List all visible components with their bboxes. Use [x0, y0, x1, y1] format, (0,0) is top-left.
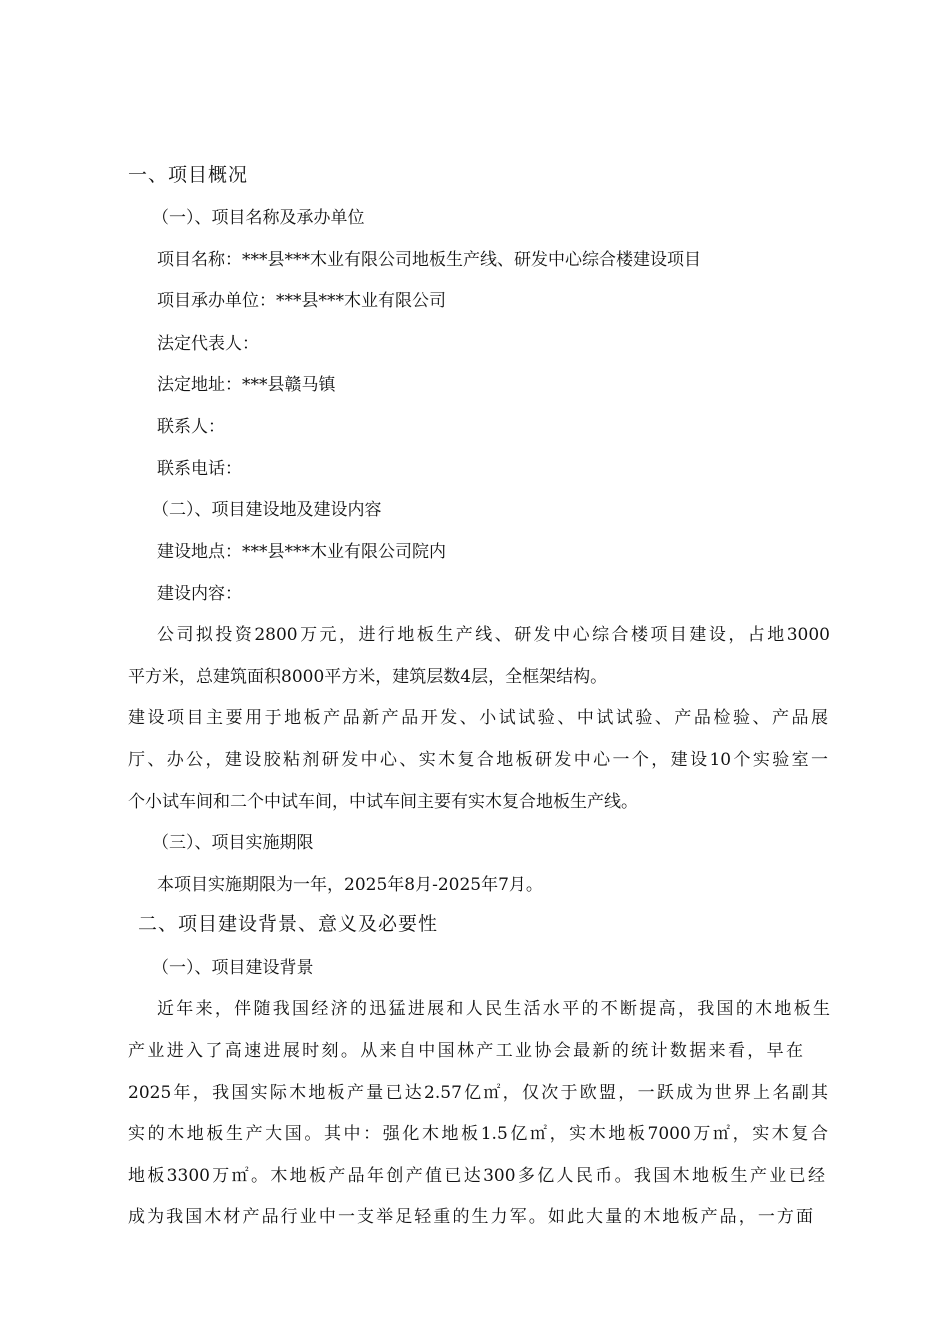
- content-paragraph-1-line: 平方米，总建筑面积8000平方米，建筑层数4层，全框架结构。: [128, 667, 608, 687]
- background-paragraph-line: 近年来，伴随我国经济的迅猛进展和人民生活水平的不断提高，我国的木地板生: [157, 999, 830, 1019]
- subsection-1-1-heading: （一）、项目名称及承办单位: [152, 208, 365, 228]
- background-paragraph-line: 产业进入了高速进展时刻。从来自中国林产工业协会最新的统计数据来看，早在: [128, 1041, 803, 1061]
- content-paragraph-1-line: 公司拟投资2800万元，进行地板生产线、研发中心综合楼项目建设，占地3000: [157, 625, 830, 645]
- contact-person-line: 联系人：: [157, 417, 225, 437]
- implementation-period-line: 本项目实施期限为一年，2025年8月-2025年7月。: [157, 875, 543, 895]
- subsection-2-1-heading: （一）、项目建设背景: [152, 958, 314, 978]
- background-paragraph-line: 2025年，我国实际木地板产量已达2.57亿㎡，仅次于欧盟，一跃成为世界上名副其: [128, 1083, 828, 1103]
- subsection-1-3-heading: （三）、项目实施期限: [152, 833, 314, 853]
- subsection-1-2-heading: （二）、项目建设地及建设内容: [152, 500, 382, 520]
- legal-address-line: 法定地址：***县赣马镇: [157, 375, 336, 395]
- project-name-line: 项目名称：***县***木业有限公司地板生产线、研发中心综合楼建设项目: [157, 250, 701, 270]
- content-paragraph-2-line: 厅、办公，建设胶粘剂研发中心、实木复合地板研发中心一个，建设10个实验室一: [128, 750, 828, 770]
- legal-representative-line: 法定代表人：: [157, 334, 259, 354]
- section-2-heading: 二、项目建设背景、意义及必要性: [138, 913, 439, 935]
- background-paragraph-line: 实的木地板生产大国。其中：强化木地板1.5亿㎡，实木地板7000万㎡，实木复合: [128, 1124, 828, 1144]
- construction-site-line: 建设地点：***县***木业有限公司院内: [157, 542, 446, 562]
- construction-content-label: 建设内容：: [157, 584, 242, 604]
- content-paragraph-2-line: 个小试车间和二个中试车间，中试车间主要有实木复合地板生产线。: [128, 792, 638, 812]
- background-paragraph-line: 成为我国木材产品行业中一支举足轻重的生力军。如此大量的木地板产品，一方面: [128, 1207, 813, 1227]
- section-1-heading: 一、项目概况: [128, 164, 249, 186]
- content-paragraph-2-line: 建设项目主要用于地板产品新产品开发、小试试验、中试试验、产品检验、产品展: [128, 708, 828, 728]
- background-paragraph-line: 地板3300万㎡。木地板产品年创产值已达300多亿人民币。我国木地板生产业已经: [128, 1166, 825, 1186]
- host-unit-line: 项目承办单位：***县***木业有限公司: [157, 291, 446, 311]
- contact-phone-line: 联系电话：: [157, 459, 242, 479]
